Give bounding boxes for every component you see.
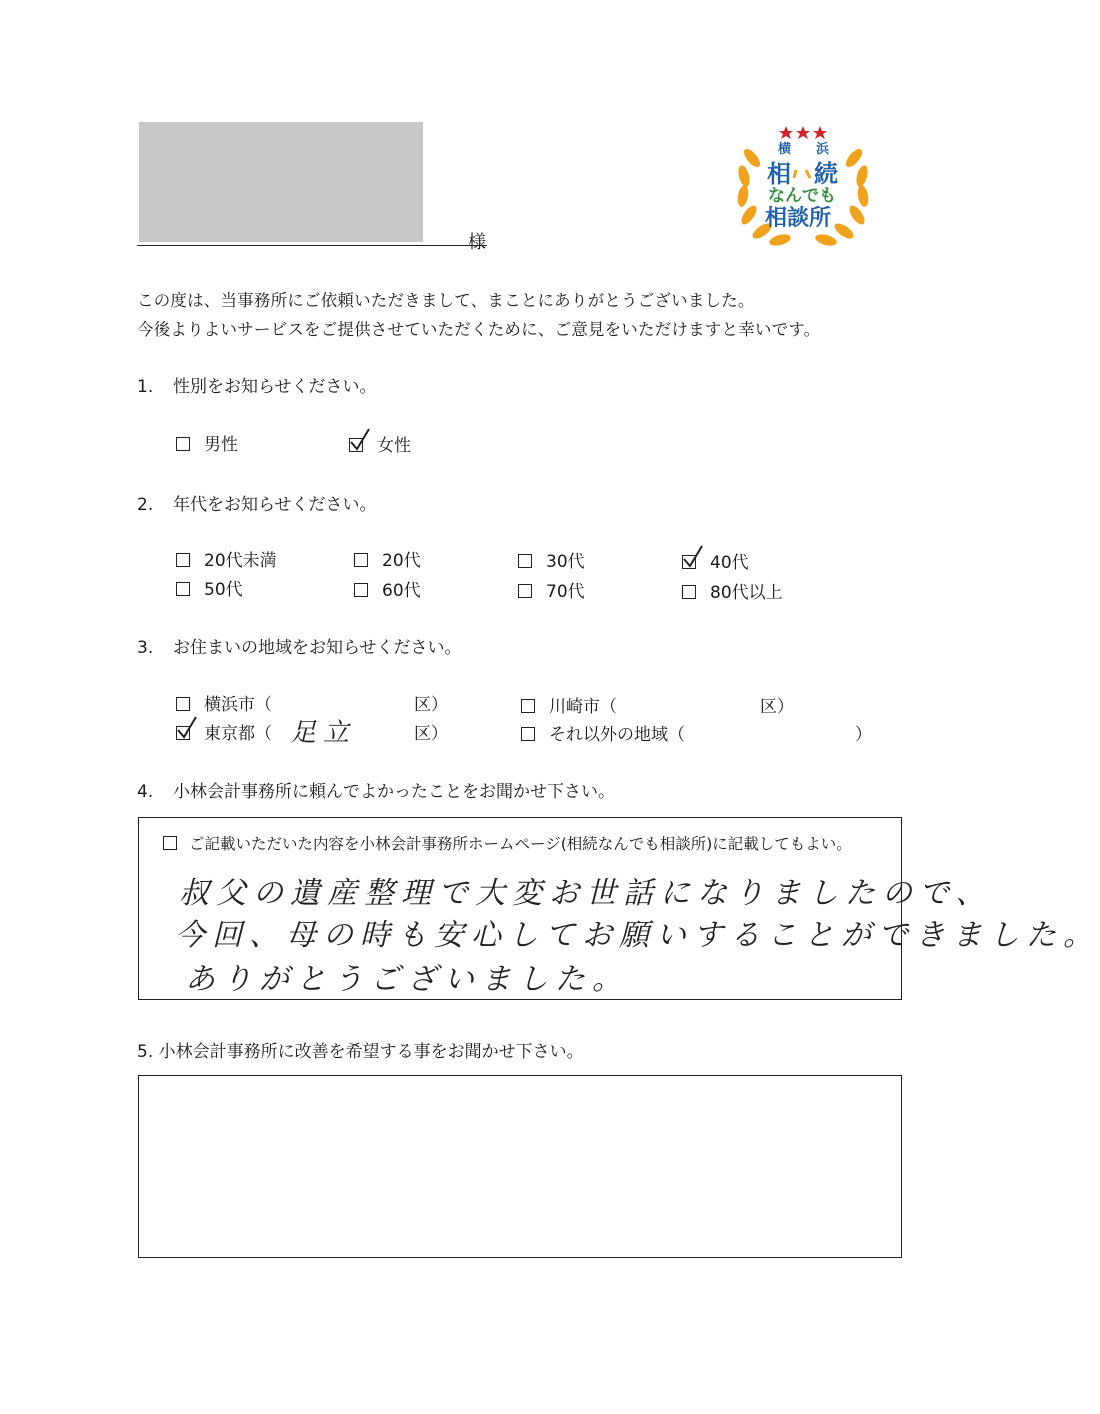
option-tokyo[interactable] — [176, 719, 272, 744]
tokyo-ku-label: 区） — [414, 724, 448, 744]
option-label: 60代 — [382, 581, 421, 601]
option-yokohama[interactable] — [176, 690, 272, 715]
option-label: 男性 — [204, 435, 238, 455]
yokohama-ku-label: 区） — [414, 695, 448, 715]
logo-text-yoko: 横 — [778, 142, 792, 157]
option-label: 20代未満 — [204, 551, 277, 571]
company-logo — [730, 118, 876, 258]
option-label: 横浜市（ — [204, 695, 272, 715]
option-label: 40代 — [710, 553, 749, 573]
intro-line-2: 今後よりよいサービスをご提供させていただくために、ご意見をいただけますと幸いです。 — [137, 320, 821, 339]
checkbox[interactable] — [354, 583, 368, 597]
option-30s[interactable] — [518, 547, 585, 572]
checkbox[interactable] — [176, 553, 190, 567]
question-text: お住まいの地域をお知らせください。 — [173, 638, 462, 658]
option-40s[interactable] — [682, 548, 749, 573]
checkbox[interactable] — [176, 582, 190, 596]
checkbox-checked[interactable] — [682, 555, 696, 569]
checkbox[interactable] — [518, 584, 532, 598]
answer-line-1: 叔父の遺産整理で大変お世話になりましたので、 — [179, 876, 993, 911]
checkbox[interactable] — [521, 699, 535, 713]
checkbox-checked[interactable] — [349, 438, 363, 452]
checkmark-icon — [348, 427, 372, 453]
logo-text-sou: 相 — [767, 160, 791, 188]
option-male[interactable] — [176, 430, 238, 455]
option-label: 70代 — [546, 582, 585, 602]
logo-text-zoku: 続 — [814, 160, 838, 188]
intro-line-1: この度は、当事務所にご依頼いただきまして、まことにありがとうございました。 — [137, 291, 755, 310]
question-3 — [137, 633, 462, 658]
option-60s[interactable] — [354, 576, 421, 601]
question-1 — [137, 372, 377, 397]
option-50s[interactable] — [176, 575, 243, 600]
consent-checkbox-row[interactable] — [163, 832, 852, 854]
option-kawasaki[interactable] — [521, 692, 617, 717]
checkbox[interactable] — [521, 727, 535, 741]
honorific-sama: 様 — [468, 232, 486, 253]
kawasaki-ku-label: 区） — [760, 697, 794, 717]
question-number: 1. — [137, 377, 154, 397]
option-under-20s[interactable] — [176, 546, 277, 571]
question-4 — [137, 777, 615, 802]
checkbox[interactable] — [682, 585, 696, 599]
question-5: 5. 小林会計事務所に改善を希望する事をお聞かせ下さい。 — [137, 1042, 584, 1062]
redacted-name-area — [139, 122, 423, 242]
q5-answer-box[interactable] — [138, 1075, 902, 1258]
logo-text-nandemo: なんでも — [768, 186, 836, 206]
consent-text: ご記載いただいた内容を小林会計事務所ホームページ(相続なんでも相談所)に記載してもよい。 — [189, 835, 852, 853]
logo-text-soudansho: 相談所 — [765, 206, 832, 231]
checkbox[interactable] — [354, 553, 368, 567]
checkmark-icon — [681, 544, 705, 570]
checkbox[interactable] — [518, 554, 532, 568]
checkbox[interactable] — [176, 437, 190, 451]
option-label: 東京都（ — [204, 724, 272, 744]
name-underline — [137, 245, 487, 246]
option-label: 50代 — [204, 580, 243, 600]
checkbox-checked[interactable] — [176, 726, 190, 740]
answer-line-2: 今回、母の時も安心してお願いすることができました。 — [175, 918, 1100, 953]
question-number: 4. — [137, 782, 154, 802]
question-text: 小林会計事務所に頼んでよかったことをお聞かせ下さい。 — [173, 782, 615, 802]
checkbox[interactable] — [176, 697, 190, 711]
option-label: 20代 — [382, 551, 421, 571]
option-70s[interactable] — [518, 577, 585, 602]
checkmark-icon — [175, 715, 199, 741]
option-label: それ以外の地域（ — [549, 725, 685, 745]
option-label: 30代 — [546, 552, 585, 572]
option-80s-plus[interactable] — [682, 578, 783, 603]
tokyo-ward-handwritten: 足立 — [290, 718, 357, 748]
question-number: 2. — [137, 495, 154, 515]
option-female[interactable] — [349, 431, 411, 456]
checkbox[interactable] — [163, 836, 177, 850]
question-text: 年代をお知らせください。 — [173, 495, 377, 515]
other-region-close: ） — [855, 725, 872, 745]
question-2 — [137, 490, 377, 515]
option-other-region[interactable] — [521, 720, 685, 745]
logo-mark-icon — [792, 164, 812, 172]
option-label: 80代以上 — [710, 583, 783, 603]
answer-line-3: ありがとうございました。 — [185, 962, 629, 997]
question-text: 性別をお知らせください。 — [173, 377, 377, 397]
q4-answer-box[interactable] — [138, 817, 1100, 1000]
logo-text-hama: 浜 — [816, 142, 830, 157]
option-label: 女性 — [377, 436, 411, 456]
option-20s[interactable] — [354, 546, 421, 571]
question-number: 3. — [137, 638, 154, 658]
option-label: 川崎市（ — [549, 697, 617, 717]
